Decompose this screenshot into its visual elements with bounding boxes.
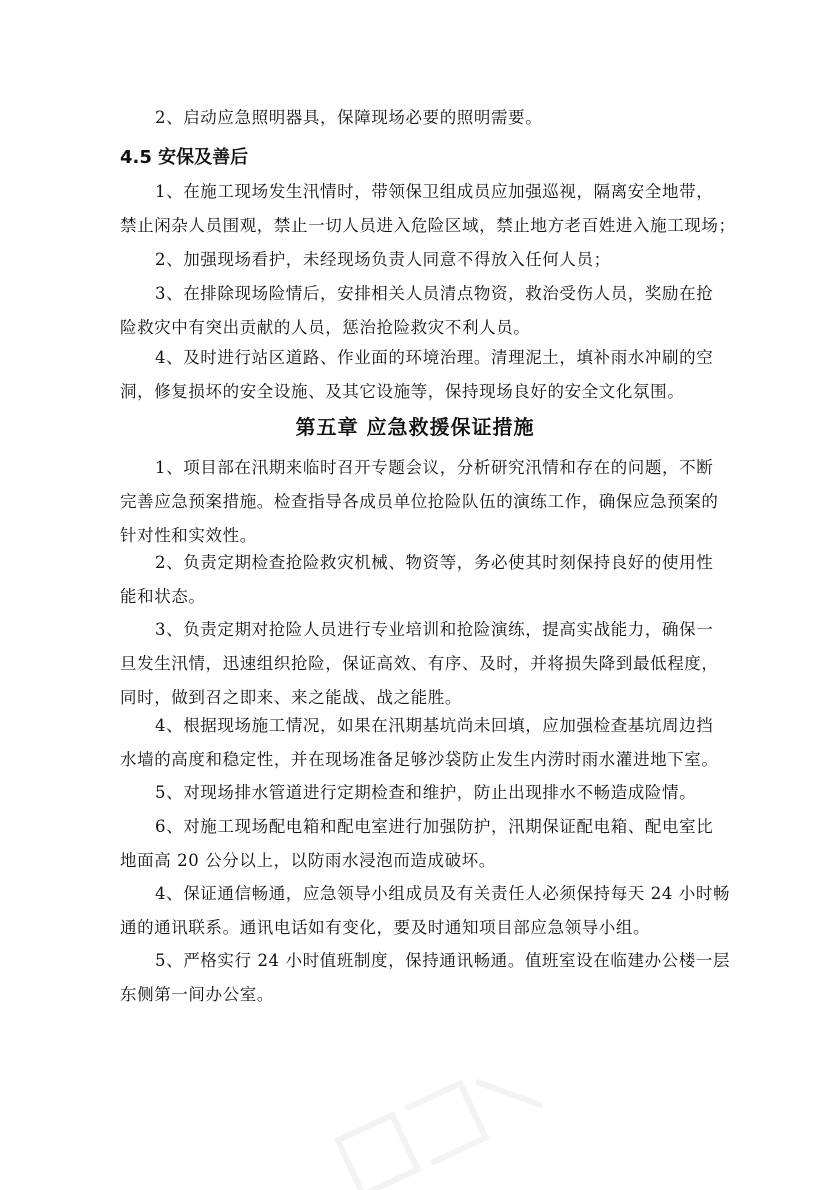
paragraph-line: 2、负责定期检查抢险救灾机械、物资等，务必使其时刻保持良好的使用性	[155, 553, 714, 572]
chapter-item-7	[120, 877, 731, 945]
paragraph-line: 2、启动应急照明器具，保障现场必要的照明需要。	[155, 108, 543, 127]
paragraph-line: 1、在施工现场发生汛情时，带领保卫组成员应加强巡视，隔离安全地带，	[155, 182, 714, 201]
paragraph-line: 4、保证通信畅通，应急领导小组成员及有关责任人必须保持每天 24 小时畅	[155, 884, 731, 903]
paragraph-line: 旦发生汛情，迅速组织抢险，保证高效、有序、及时，并将损失降到最低程度，	[120, 654, 719, 673]
paragraph-line: 1、项目部在汛期来临时召开专题会议，分析研究汛情和存在的问题，不断	[155, 458, 714, 477]
chapter-item-2	[120, 546, 714, 614]
paragraph-line: 完善应急预案措施。检查指导各成员单位抢险队伍的演练工作，确保应急预案的	[120, 492, 719, 511]
paragraph-line: 3、负责定期对抢险人员进行专业培训和抢险演练，提高实战能力，确保一	[155, 620, 714, 639]
paragraph-line: 险救灾中有突出贡献的人员，惩治抢险救灾不利人员。	[120, 318, 531, 337]
section-item-1	[120, 175, 736, 243]
paragraph-line: 能和状态。	[120, 587, 206, 606]
paragraph-line: 通的通讯联系。通讯电话如有变化，要及时通知项目部应急领导小组。	[120, 918, 651, 937]
paragraph-line: 4、根据现场施工情况，如果在汛期基坑尚未回填，应加强检查基坑周边挡	[155, 716, 714, 735]
chapter-heading: 第五章 应急救援保证措施	[295, 415, 535, 439]
paragraph-line: 6、对施工现场配电箱和配电室进行加强防护，汛期保证配电箱、配电室比	[155, 817, 714, 836]
paragraph-line: 水墙的高度和稳定性，并在现场准备足够沙袋防止发生内涝时雨水灌进地下室。	[120, 750, 719, 769]
paragraph-line: 5、严格实行 24 小时值班制度，保持通讯畅通。值班室设在临建办公楼一层	[155, 951, 731, 970]
paragraph-line: 禁止闲杂人员围观，禁止一切人员进入危险区域，禁止地方老百姓进入施工现场；	[120, 216, 736, 235]
chapter-item-5	[120, 776, 710, 810]
paragraph-line: 2、加强现场看护，未经现场负责人同意不得放入任何人员；	[155, 250, 611, 269]
section-item-4	[120, 341, 714, 409]
chapter-item-8	[120, 944, 731, 1012]
chapter-item-4	[120, 709, 719, 777]
paragraph-line: 同时，做到召之即来、来之能战、战之能胜。	[120, 688, 462, 707]
chapter-item-3	[120, 613, 719, 715]
section-heading: 4.5 安保及善后	[120, 147, 249, 168]
chapter-item-1	[120, 451, 719, 553]
chapter-item-6	[120, 810, 714, 878]
paragraph-line: 地面高 20 公分以上，以防雨水浸泡而造成破坏。	[120, 851, 496, 870]
paragraph-line: 针对性和实效性。	[120, 526, 257, 545]
paragraph-line: 洞，修复损坏的安全设施、及其它设施等，保持现场良好的安全文化氛围。	[120, 382, 685, 401]
section-item-2	[120, 243, 710, 277]
watermark-graphic	[300, 1060, 560, 1190]
paragraph-line: 4、及时进行站区道路、作业面的环境治理。清理泥土，填补雨水冲刷的空	[155, 348, 714, 367]
section-item-3	[120, 277, 714, 345]
paragraph-emergency-lighting	[120, 101, 710, 135]
paragraph-line: 3、在排除现场险情后，安排相关人员清点物资，救治受伤人员，奖励在抢	[155, 284, 714, 303]
paragraph-line: 东侧第一间办公室。	[120, 985, 274, 1004]
paragraph-line: 5、对现场排水管道进行定期检查和维护，防止出现排水不畅造成险情。	[155, 783, 697, 802]
